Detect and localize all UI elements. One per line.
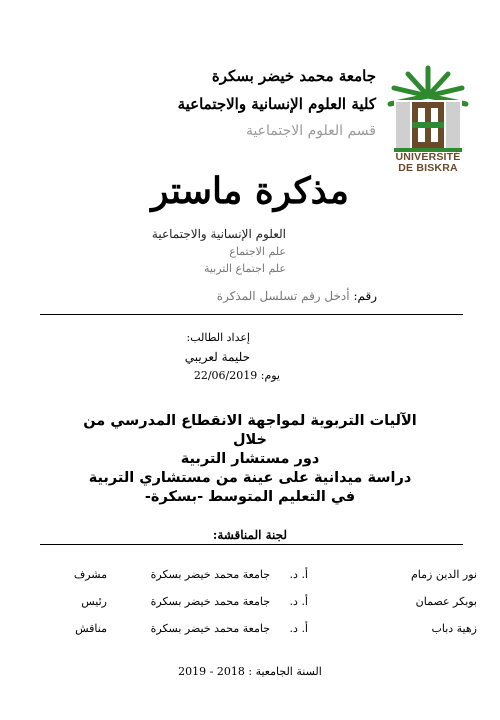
university-name: جامعة محمد خيضر بسكرة bbox=[211, 67, 376, 85]
jury-member-name: نور الدين زمام bbox=[410, 568, 477, 581]
jury-member-name: بوبكر عصمان bbox=[415, 595, 477, 608]
jury-member-grade: أ. د. bbox=[289, 568, 308, 581]
jury-member-role: رئيس bbox=[81, 595, 107, 608]
divider-top bbox=[40, 314, 463, 315]
academic-year: السنة الجامعية : 2018 - 2019 bbox=[178, 665, 322, 678]
jury-member-institution: جامعة محمد خيضر بسكرة bbox=[150, 595, 270, 608]
thesis-title-line: دور مستشار التربية bbox=[180, 451, 320, 467]
serial-label: رقم: bbox=[353, 289, 377, 303]
prepared-by-label: إعداد الطالب: bbox=[186, 331, 250, 344]
date-value: 22/06/2019 bbox=[193, 369, 258, 382]
student-name: حليمة لعريبي bbox=[184, 350, 250, 364]
defense-date-line bbox=[194, 369, 280, 382]
department-name: قسم العلوم الاجتماعية bbox=[245, 123, 376, 139]
thesis-title bbox=[80, 412, 420, 507]
jury-title: لجنة المناقشة: bbox=[212, 528, 288, 542]
field-specialty: علم اجتماع التربية bbox=[203, 262, 286, 275]
jury-member-grade: أ. د. bbox=[289, 595, 308, 608]
field-domain: العلوم الإنسانية والاجتماعية bbox=[151, 227, 286, 241]
thesis-title-line: في التعليم المتوسط -بسكرة- bbox=[144, 489, 356, 505]
date-label: يوم: bbox=[260, 369, 280, 382]
jury-member-name: زهية دباب bbox=[431, 622, 477, 635]
jury-member-grade: أ. د. bbox=[289, 622, 308, 635]
jury-member-institution: جامعة محمد خيضر بسكرة bbox=[150, 568, 270, 581]
memo-title: مذكرة ماستر bbox=[151, 170, 349, 212]
field-branch: علم الاجتماع bbox=[229, 245, 286, 258]
jury-member-institution: جامعة محمد خيضر بسكرة bbox=[150, 622, 270, 635]
logo-emblem-icon bbox=[386, 62, 470, 154]
serial-placeholder[interactable]: أدخل رقم تسلسل المذكرة bbox=[216, 289, 350, 303]
divider-jury bbox=[40, 544, 463, 545]
jury-member-role: مناقش bbox=[75, 622, 107, 635]
jury-member-role: مشرف bbox=[73, 568, 107, 581]
thesis-title-line: دراسة ميدانية على عينة من مستشاري التربية bbox=[88, 470, 412, 486]
logo-text-line2: DE BISKRA bbox=[398, 162, 458, 174]
serial-number-line bbox=[217, 289, 377, 303]
faculty-name: كلية العلوم الإنسانية والاجتماعية bbox=[177, 95, 376, 113]
logo-text-line1: UNIVERSITÉ bbox=[395, 151, 461, 163]
thesis-title-line: الآليات التربوية لمواجهة الانقطاع المدرسي من خلال bbox=[83, 413, 417, 448]
